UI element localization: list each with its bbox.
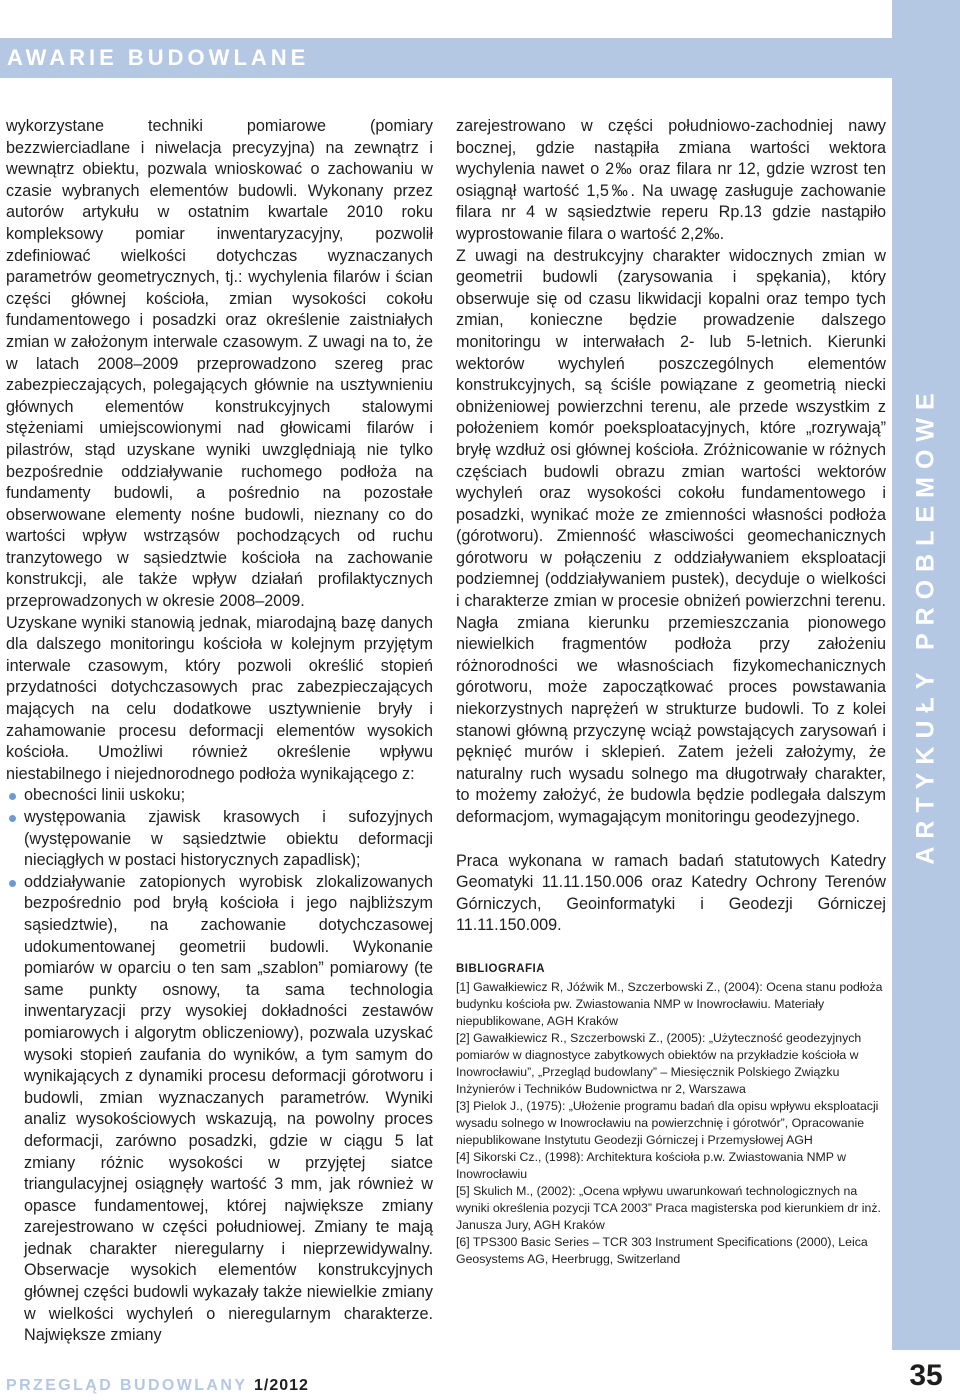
bibliography-entry: [4] Sikorski Cz., (1998): Architektura kościoła p.w. Zwiastowania NMP w Inowrocławiu [456,1149,846,1181]
acknowledgement-paragraph: Praca wykonana w ramach badań statutowych Katedry Geomatyki 11.11.150.006 oraz Katedry Ochrony Terenów Górniczych, Geoinformatyki i Geodezji Górniczej 11.11.150.009. [456,851,886,935]
bibliography-entry: [2] Gawałkiewicz R., Szczerbowski Z., (2005): „Użyteczność geodezyjnych pomiarów w diagnostyce zabytkowych obiektów na przykładzie kościoła w Inowrocławiu”, „Przegląd budowlany” – Miesięcznik Polskiego Związku Inżynierów i Techników Budownictwa nr 2, Warszawa [456,1030,862,1096]
journal-name: PRZEGLĄD BUDOWLANY [6,1377,248,1394]
bibliography-list [456,979,886,1268]
paragraph-spacer [456,829,886,851]
list-item-text: oddziaływanie zatopionych wyrobisk zlokalizowanych bezpośrednio pod bryłą kościoła i jego najbliższym sąsiedztwie), na zachowanie dotychczasowej udokumentowanej geometrii budowli. Wykonanie pomiarów w oparciu o ten sam „szablon” pomiarowy (te same punkty osnowy, ta sama technologia inwentaryzacji przy wysokiej dokładności zestawów pomiarowych i algorytm obliczeniowy), pozwala uzyskać wysoki stopień zaufania do wyników, a tym samym do wynikających z dynamiki procesu deformacji górotworu i budowli, zmian wyznaczanych parametrów. Wyniki analiz wysokościowych wskazują, na powolny proces deformacji, zarówno posadzki, gdzie w ciągu 5 lat zmiany różnic wysokości w przyjętej siatce triangulacyjnej osiągnęły wartość 3 mm, jak również w opasce fundamentowej, której największe zmiany zarejestrowano w części południowej. Zmiany te mają jednak charakter nieregularny i nieprzewidywalny. Obserwacje wysokich elementów konstrukcyjnych głównej części budowli wykazały także niewielkie zmiany w wielkości wychyleń o nieregularnym charakterze. Największe zmiany [24,872,433,1345]
bibliography-entry: [3] Pielok J., (1975): „Ułożenie programu badań dla opisu wpływu eksploatacji wysadu solnego w Inowrocławiu na powierzchnię i górotwór”, Opracowanie niepublikowane Instytutu Geodezji Górniczej i Przemysłowej AGH [456,1098,879,1147]
journal-issue: 1/2012 [253,1377,309,1394]
factor-list [6,785,433,1346]
bullet-icon [9,815,16,822]
list-item [6,807,433,872]
page-number: 35 [892,1352,960,1400]
side-section-label: ARTYKUŁY PROBLEMOWE [911,385,940,865]
right-paragraph-1: zarejestrowano w części południowo-zachodniej nawy bocznej, gdzie nastąpiła zmiana wartości wektora wychylenia nawet o 2‰ oraz filara nr 12, gdzie wzrost ten osiągnął wartość 1,5‰. Na uwagę zasługuje zachowanie filara nr 4 w sąsiedztwie reperu Rp.13 gdzie nastąpiło wyprostowanie filara o wartość 2,2‰. [456,117,886,243]
list-item [6,872,433,1347]
bullet-icon [9,880,16,887]
bibliography-entry: [1] Gawałkiewicz R, Jóźwik M., Szczerbowski Z., (2004): Ocena stanu podłoża budynku kościoła pw. Zwiastowania NMP w Inowrocławiu. Materiały niepublikowane, AGH Kraków [456,979,883,1028]
left-column [6,116,433,1347]
right-paragraph-2: Z uwagi na destrukcyjny charakter widocznych zmian w geometrii budowli (zarysowania i spękania), który obserwuje się od czasu likwidacji kopalni oraz tempo tych zmian, konieczne będzie prowadzenie dalszego monitoringu w interwałach 2- lub 5-letnich. Kierunki wektorów wychyleń poszczególnych elementów konstrukcyjnych, są ściśle powiązane z geometrią niecki obniżeniowej powierzchni terenu, ale przede wszystkim z położeniem komór poeksploatacyjnych, które „rozrywają” bryłę wzdłuż osi głównej kościoła. Zróżnicowanie w różnych częściach budowli obrazu zmian wartości wektorów wychyleń oraz wysokości cokołu fundamentowego i posadzki, wynikać może ze zmienności własności podłoża (górotworu). Zmienność własciwości geomechanicznych górotworu w połączeniu z oddziaływaniem eksploatacji podziemnej (oddziaływaniem pustek), decyduje o wielkości i charakterze zmian w procesie obniżeń powierzchni terenu. Nagła zmiana kierunku przemieszczania pionowego niewielkich fragmentów podłoża przy założeniu różnorodności we własnościach fizykomechanicznych górotworu, może zapoczątkować proces powstawania niekorzystnych naprężeń w strukturze budowli. To z kolei stanowi główną przyczynę wciąż powstających zarysowań i pęknięć murów i sklepień. Zatem jeżeli założymy, że naturalny ruch wysadu solnego ma długotrwały charakter, to możemy założyć, że budowla będzie podlegała dalszym deformacjom, wymagającym monitoringu geodezyjnego. [456,246,886,826]
list-item-text: występowania zjawisk krasowych i sufozyjnych (występowanie w sąsiedztwie obiektu deformacji nieciągłych w postaci historycznych zapadlisk); [24,808,433,870]
left-paragraph-2: Uzyskane wyniki stanowią jednak, miarodajną bazę danych dla dalszego monitoringu kościoła w kolejnym przyjętym interwale czasowym, który pozwoli określić stopień przydatności dotychczasowych prac zabezpieczających mających na celu dodatkowe usztywnienie bryły i zahamowanie procesu deformacji elementów wysokich kościoła. Umożliwi również określenie wpływu niestabilnego i niejednorodnego podłoża wynikającego z: [6,613,433,783]
bibliography-heading: BIBLIOGRAFIA [456,962,546,975]
journal-footer [6,1377,309,1395]
left-paragraph-1: wykorzystane techniki pomiarowe (pomiary bezzwierciadlane i niwelacja precyzyjna) na zewnątrz i wewnątrz obiektu, pozwala wnioskować o zachowaniu w czasie wybranych elementów budowli. Wykonany przez autorów artykułu w ostatnim kwartale 2010 roku kompleksowy pomiar inwentaryzacyjny, pozwolił zdefiniować wielkości dotychczas wyznaczanych parametrów geometrycznych, tj.: wychylenia filarów i ścian części głównej kościoła, zmian wysokości cokołu fundamentowego i posadzki oraz określenie zaistniałych zmian w założonym interwale czasowym. Z uwagi na to, że w latach 2008–2009 przeprowadzono szereg prac zabezpieczających, polegających głównie na usztywnieniu głównych elementów konstrukcyjnych stalowymi stężeniami umiejscowionymi nad głowicami filarów i pilastrów, stąd uzyskane wyniki uwzględniają nie tylko bezpośrednie oddziaływanie ruchomego podłoża na fundamenty budowli, a pośrednio na pozostałe obserwowane elementy nośne budowli, nieznany co do wartości wpływ wstrząsów pochodzących od ruchu tranzytowego w sąsiedztwie kościoła na zachowanie konstrukcji, ale także wpływ działań profilaktycznych przeprowadzonych w okresie 2008–2009. [6,117,433,611]
right-column [456,116,886,1268]
list-item [6,785,433,807]
bibliography-entry: [6] TPS300 Basic Series – TCR 303 Instrument Specifications (2000), Leica Geosystems AG, Heerbrugg, Switzerland [456,1234,868,1266]
bullet-icon [9,793,16,800]
section-header-bar [0,38,892,78]
section-title: AWARIE BUDOWLANE [7,45,310,70]
list-item-text: obecności linii uskoku; [24,786,186,805]
bibliography-entry: [5] Skulich M., (2002): „Ocena wpływu uwarunkowań technologicznych na wyniki określenia pozycji TCA 2003” Praca magisterska pod kierunkiem dr inż. Janusza Jury, AGH Kraków [456,1183,881,1232]
